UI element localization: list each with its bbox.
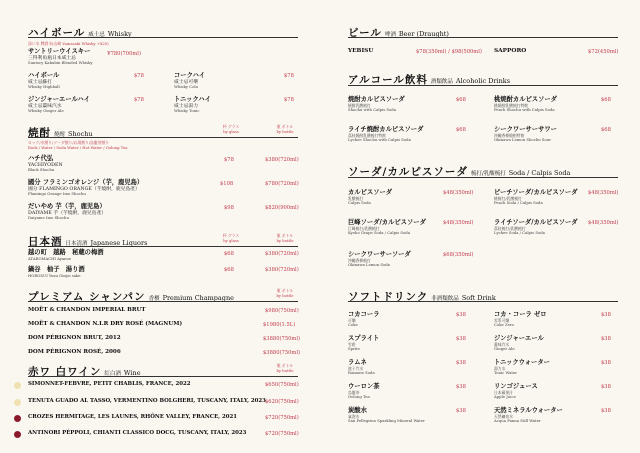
menu-item: トニックハイ 威士忌湯力 Whisky Tonic [174, 96, 211, 114]
price-glass: $108 [220, 181, 234, 187]
price-glass: $68 [224, 251, 234, 257]
divider [348, 85, 618, 86]
price: $720(750ml) [265, 415, 299, 421]
price: $38 [601, 336, 611, 342]
menu-item: シークワーサーサワー 沖繩香檸燒酎特飲 Okinawa Lemon Shochu Sour [494, 126, 557, 143]
wine-name: CROZES HERMITAGE, LES LAUNES, RHÔNE VALLEY, FRANCE, 2021 [28, 414, 237, 420]
section-title-highball: ハイボール 威士忌 Whisky [28, 27, 132, 39]
menu-item: コカ・コーラ ゼロ 零系可樂 Coke Zero [494, 311, 547, 328]
menu-item: ハチ代弘 YACHIYODEN Black Shochu [28, 155, 63, 173]
divider [348, 177, 618, 178]
price: $720(750ml) [265, 431, 299, 437]
price: $38 [456, 312, 466, 318]
menu-item: 國分 フラミンゴオレンジ（芋，鹿児島） 國分 FLAMINGO ORANGE（芋燒酎，鹿兒島產） Flamingo Orange Imo Shochu [28, 179, 144, 197]
price-bottle: $380(720ml) [265, 157, 299, 163]
menu-item: コークハイ 威士忌可樂 Whisky Cola [174, 72, 206, 90]
price: $48(350ml) [588, 220, 619, 226]
menu-item: 炭酸水 氣泡水 San Pellegrino Sparkling Mineral Water [348, 407, 425, 424]
price: $68 [601, 97, 611, 103]
price-bottle: $380(720ml) [265, 251, 299, 257]
champagne-name: DOM PÉRIGNON ROSÉ, 2006 [28, 349, 121, 355]
price-glass: $78 [224, 157, 234, 163]
price: $48(350ml) [588, 190, 619, 196]
wine-name: TENUTA GUADO AL TASSO, VERMENTINO BOLGHERI, TUSCANY, ITALY, 2023 [28, 398, 266, 404]
highball-note: 添い水 牌酒水(山崎 Yamazaki Whisky +¥20) [28, 41, 109, 46]
left-column [28, 0, 301, 453]
menu-item: コカコーラ 可樂 Coke [348, 311, 380, 328]
menu-item: 鍋谷 柚子 湯り酒 HOROSUI Yuzu Ginjoi sake [28, 266, 85, 278]
beer-name: SAPPORO [494, 48, 527, 54]
price: $980(750ml) [265, 308, 299, 314]
menu-item: サントリーウイスキー 三得利角瓶日本威士忌 Suntory Kakubin Blended Whisky [28, 48, 93, 66]
col-header-bottle: 瓶 ボトル by bottle [276, 124, 294, 134]
menu-item: ライチ焼酎カルピスソーダ 荔枝燒酎乳酸梳打特飲 Lychee Shochu with Calpis Soda [348, 126, 424, 143]
menu-item: ピーチソーダ/カルピスソーダ 桃梳打/乳酸梳打 Peach Soda / Calpis Soda [494, 189, 578, 206]
section-title-alcohol: アルコール飲料 酒類飲品 Alcoholic Drinks [348, 74, 511, 86]
col-header-bottle: 瓶 ボトル by bottle [276, 363, 294, 373]
price: $78 [134, 73, 144, 79]
section-title-champagne: プレミアム シャンパン 香檳 Premium Champagne [28, 291, 234, 303]
price-bottle: $380(720ml) [265, 267, 299, 273]
champagne-name: MOËT & CHANDON IMPERIAL BRUT [28, 307, 146, 313]
menu-item: ラムネ 波子汽水 Ramune Soda [348, 359, 375, 376]
price: ¥780(700ml) [107, 51, 141, 57]
price-bottle: $780(720ml) [265, 181, 299, 187]
menu-item: ハイボール 威士忌蘇打 Whisky Highball [28, 72, 60, 90]
price: $650(750ml) [265, 382, 299, 388]
menu-item: ウーロン茶 烏龍茶 Oolong Tea [348, 383, 380, 400]
white-wine-dot [14, 399, 21, 406]
menu-item: シークワーサーソーダ 沖繩香檸梳打 Okinawa Lemon Soda [348, 251, 411, 268]
price: $38 [601, 360, 611, 366]
price: $3880(750ml) [263, 336, 301, 342]
price: $68 [601, 127, 611, 133]
col-header-bottle: 瓶 ボトル by bottle [276, 233, 294, 243]
price: $38 [601, 408, 611, 414]
price-glass: $98 [224, 205, 234, 211]
section-title-shochu: 焼酎 燒酎 Shochu [28, 127, 93, 139]
red-wine-dot [14, 415, 21, 422]
menu-item: カルピスソーダ 乳酸梳打 Calpis Soda [348, 189, 393, 206]
section-title-beer: ビール 啤酒 Beer (Draught) [348, 27, 449, 39]
price-bottle: $820(900ml) [265, 205, 299, 211]
menu-item: トニックウォーター 湯力水 Tonic Water [494, 359, 550, 376]
price: $78 [284, 97, 294, 103]
price: $38 [456, 360, 466, 366]
divider [28, 137, 298, 138]
price: $38 [601, 384, 611, 390]
section-title-sake: 日本酒 日本清酒 Japanese Liquors [28, 236, 148, 248]
divider [28, 376, 298, 377]
menu-item: だいやめ 芋（芋，鹿児島） DAIYAME 芋（芋燒酎，鹿兒島產） Daiyame Imo Shochu [28, 203, 107, 221]
wine-name: SIMONNET-FEBVRE, PETIT CHABLIS, FRANCE, 2022 [28, 381, 191, 387]
price: $48(350ml) [443, 220, 474, 226]
menu-item: ジンジャーエール 薑味汽水 Ginger Ale [494, 335, 544, 352]
price: $38 [456, 384, 466, 390]
col-header-glass: 杯 グラス by glass [222, 124, 240, 134]
price: $1980(1.5L) [263, 322, 296, 328]
champagne-name: MOËT & CHANDON N.I.R DRY ROSÉ (MAGNUM) [28, 321, 183, 327]
price: $78 [284, 73, 294, 79]
divider [348, 301, 618, 302]
col-header-glass: 杯 グラス by glass [222, 233, 240, 243]
divider [28, 37, 298, 38]
price: $38 [456, 336, 466, 342]
divider [348, 37, 618, 38]
menu-item: ライチソーダ/カルピスソーダ 荔枝梳打/乳酸梳打 Lychee Soda / Calpis Soda [494, 219, 578, 236]
section-title-softdrink: ソフトドリンク 非酒類飲品 Soft Drink [348, 291, 496, 303]
price: $38 [456, 408, 466, 414]
menu-item: 越の町 越路 秘蔵の梅酒 ATAROMACHI Ayanoe [28, 249, 104, 261]
wine-name: ANTINORI PÉPPOLI, CHIANTI CLASSICO DOCG, TUSCANY, ITALY, 2023 [28, 430, 247, 436]
col-header-bottle: 瓶 ボトル by bottle [276, 288, 294, 298]
white-wine-dot [14, 382, 21, 389]
right-column [348, 0, 618, 453]
shochu-note: ロック/水割り/ソーダ割り/お湯割り/烏龍茶割り [28, 140, 109, 145]
price: $68(350ml) [443, 252, 474, 258]
menu-item: ジンジャーエールハイ 威士忌薑味汽水 Whisky Ginger Ale [28, 96, 90, 114]
beer-name: YEBISU [348, 48, 374, 54]
section-title-soda: ソーダ/カルピスソーダ 梳打/乳酸梳打 Soda / Calpis Soda [348, 166, 571, 178]
menu-item: リンゴジュース 日本蘋果汁 Apple Juice [494, 383, 538, 400]
section-title-wine: 赤ワ 白ワイン 紅白酒 Wine [28, 366, 141, 378]
menu-item: スプライト 雪碧 Sprite [348, 335, 380, 352]
price: $78(350ml) / $98(500ml) [416, 49, 482, 55]
menu-item: 焼酎カルピスソーダ 燒酎乳酸梳打 Shochu with Calpis Soda [348, 96, 405, 113]
price: $38 [601, 312, 611, 318]
menu-item: 巨峰ソーダ/カルピスソーダ 巨峰梳打/乳酸梳打 Kyoho Grape Soda / Calpis Soda [348, 219, 426, 236]
red-wine-dot [14, 431, 21, 438]
price: $3880(750ml) [263, 350, 301, 356]
price: $48(350ml) [443, 190, 474, 196]
price-glass: $68 [224, 267, 234, 273]
menu-item: 天然ミネラルウォーター 天然礦泉水 Acqua Panna Still Water [494, 407, 563, 424]
divider [28, 246, 298, 247]
price: $68 [456, 127, 466, 133]
divider [28, 301, 298, 302]
price: $72(450ml) [588, 49, 619, 55]
price: $620(750ml) [265, 399, 299, 405]
shochu-note-en: Rock / Water / Soda Water / Hot Water / Oolong Tea [28, 145, 128, 150]
champagne-name: DOM PÉRIGNON BRUT, 2012 [28, 335, 121, 341]
menu-item: 桃焼酎カルピスソーダ 桃燒酎乳酸梳打特飲 Peach Shochu with Calpis Soda [494, 96, 557, 113]
price: $68 [456, 97, 466, 103]
price: $78 [134, 97, 144, 103]
